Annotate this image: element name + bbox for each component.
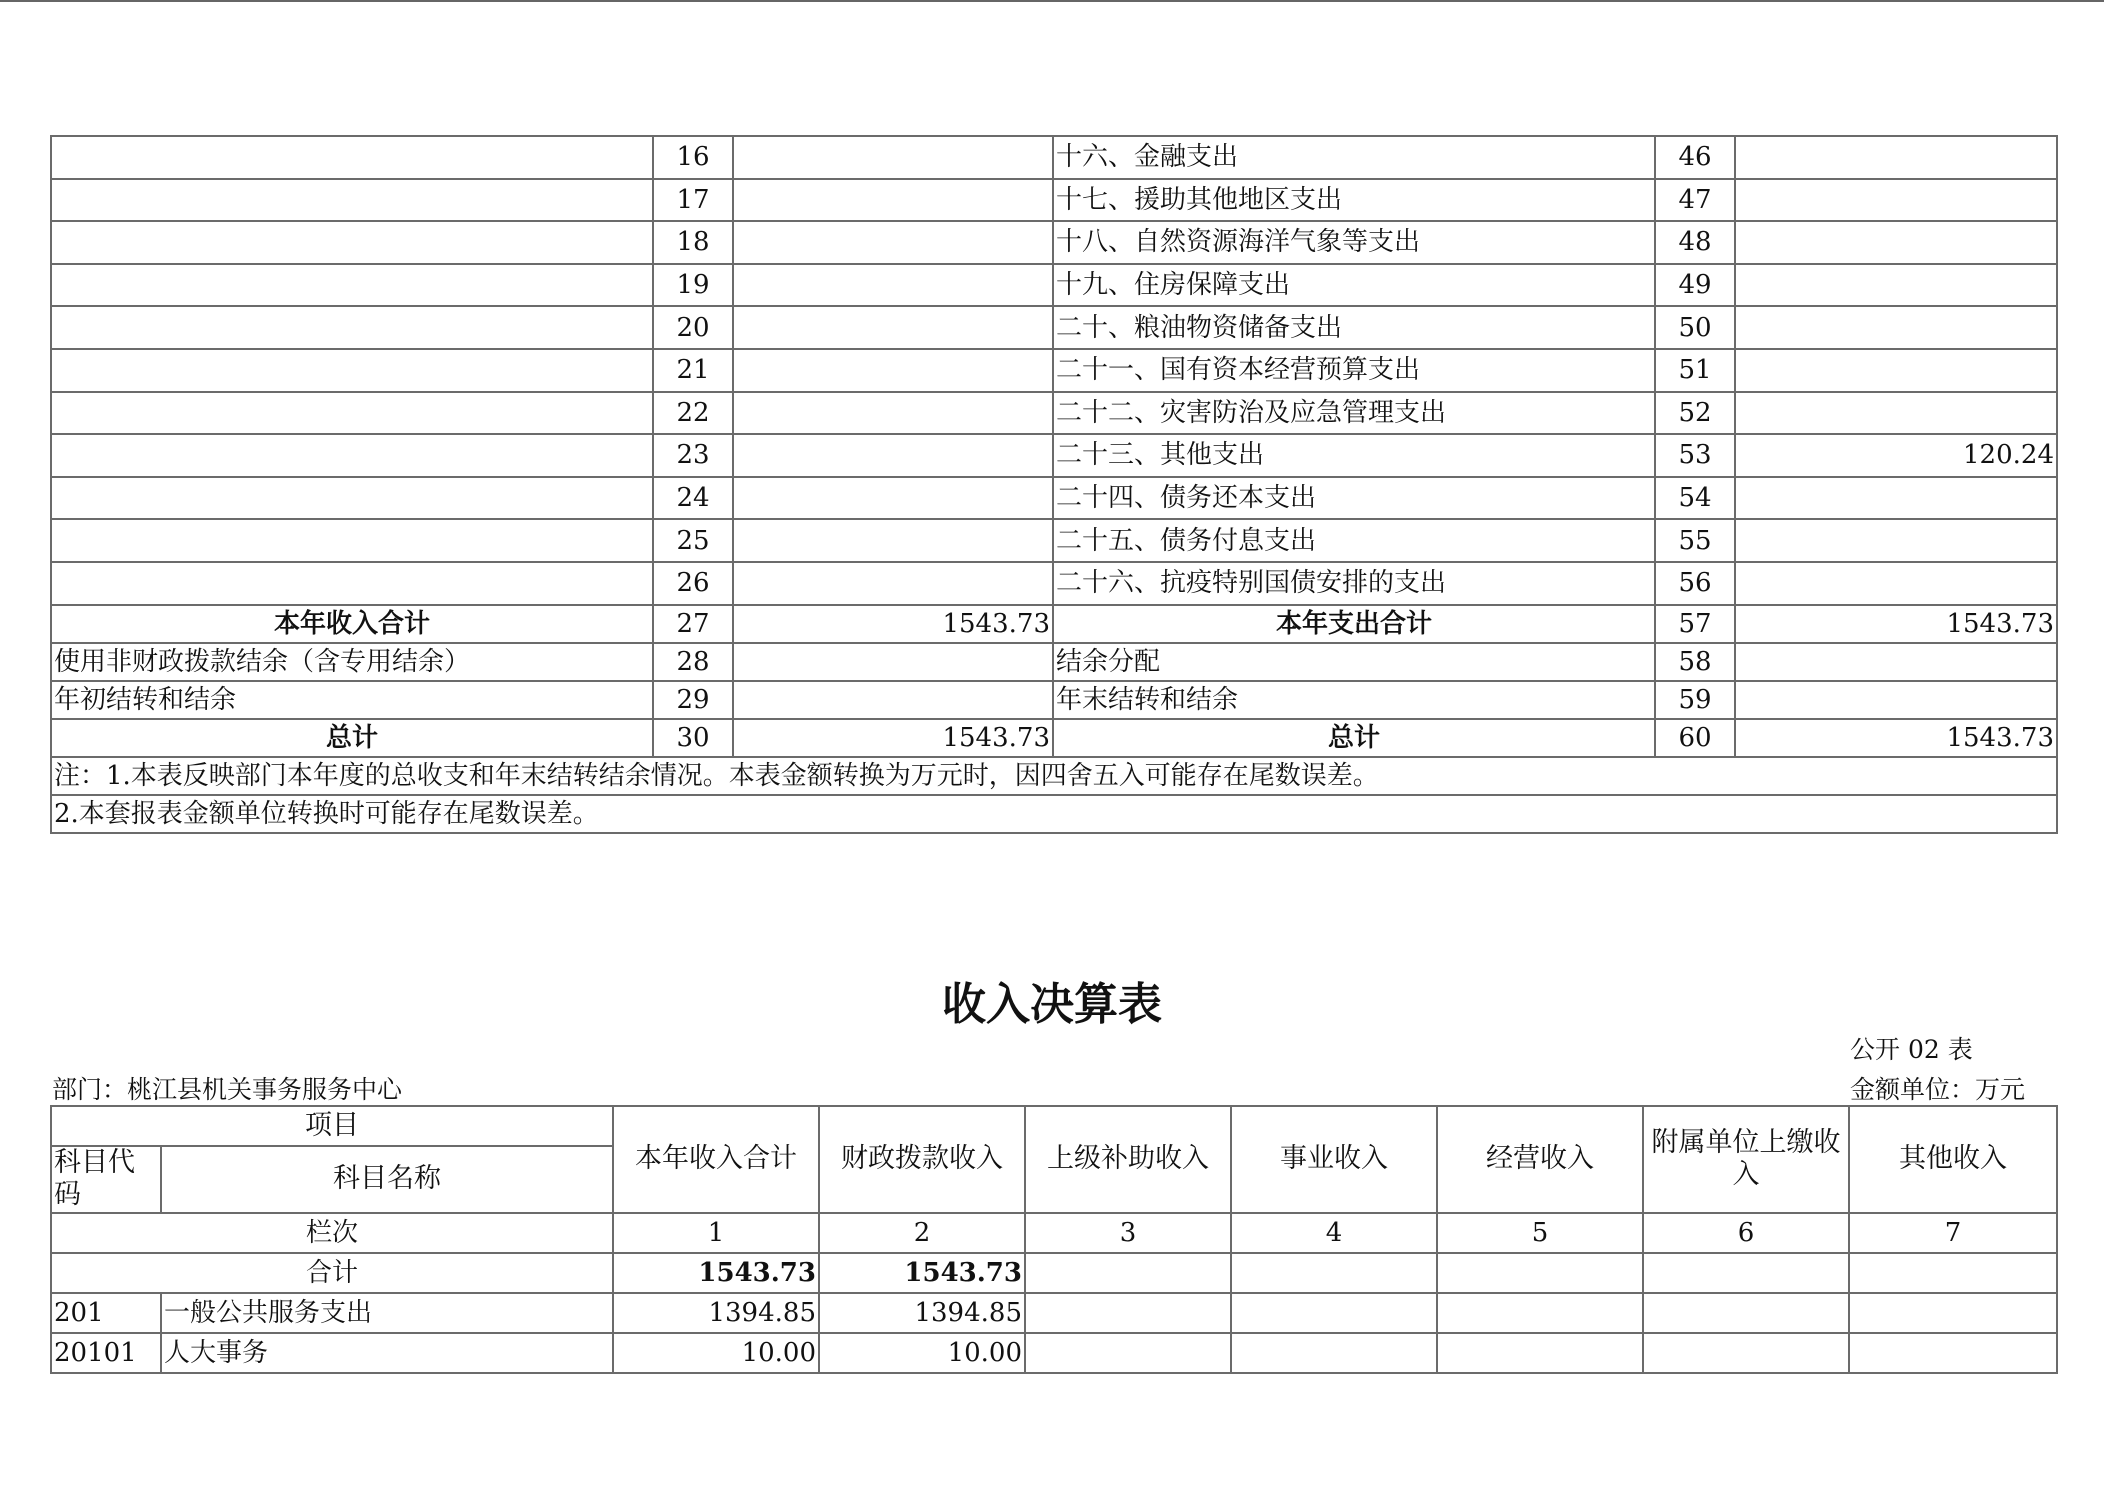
beginning-carryover-label: 年初结转和结余 [51,681,653,719]
expenditure-line-number: 47 [1655,179,1735,222]
income-value [733,477,1053,520]
nonfiscal-balance-label: 使用非财政拨款结余（含专用结余） [51,643,653,681]
grand-total-row [51,719,2057,757]
expenditure-total-label: 本年支出合计 [1053,605,1655,643]
expenditure-item-label: 十六、金融支出 [1053,136,1655,179]
expenditure-value [1735,643,2057,681]
expenditure-line-number: 58 [1655,643,1735,681]
income-line-number: 19 [653,264,733,307]
expenditure-line-number: 57 [1655,605,1735,643]
income-value [733,221,1053,264]
income-line-number: 29 [653,681,733,719]
column-number-row [51,1213,2057,1253]
income-total-row [51,605,2057,643]
income-item-label [51,477,653,520]
header-code: 科目代码 [51,1146,161,1213]
income-expenditure-summary-table [50,135,2058,834]
expenditure-item-label: 十九、住房保障支出 [1053,264,1655,307]
note-text: 2.本套报表金额单位转换时可能存在尾数误差。 [51,795,2057,833]
income-statement-table [50,1105,2058,1374]
expenditure-line-number: 56 [1655,562,1735,605]
amount-unit-label: 金额单位：万元 [1850,1075,2026,1104]
income-line-number: 23 [653,434,733,477]
empty-cell [1437,1253,1643,1293]
income-value [733,392,1053,435]
expenditure-line-number: 54 [1655,477,1735,520]
ending-carryover-label: 年末结转和结余 [1053,681,1655,719]
total-row [51,1253,2057,1293]
table-row [51,1293,2057,1333]
income-line-number: 24 [653,477,733,520]
subject-code: 201 [51,1293,161,1333]
expenditure-line-number: 49 [1655,264,1735,307]
expenditure-total-value: 1543.73 [1735,605,2057,643]
income-line-number: 28 [653,643,733,681]
column-number: 7 [1849,1213,2057,1253]
income-line-number: 26 [653,562,733,605]
table-row [51,519,2057,562]
expenditure-item-label: 十七、援助其他地区支出 [1053,179,1655,222]
table-row [51,221,2057,264]
expenditure-item-label: 二十六、抗疫特别国债安排的支出 [1053,562,1655,605]
column-number: 5 [1437,1213,1643,1253]
expenditure-line-number: 60 [1655,719,1735,757]
expenditure-value [1735,306,2057,349]
table-row [51,1333,2057,1373]
nonfiscal-balance-row [51,643,2057,681]
grand-total-label: 总计 [1053,719,1655,757]
income-line-number: 20 [653,306,733,349]
header-col-6: 附属单位上缴收入 [1643,1106,1849,1213]
table-row [51,392,2057,435]
empty-cell [1231,1293,1437,1333]
total-label: 合计 [51,1253,613,1293]
expenditure-line-number: 55 [1655,519,1735,562]
expenditure-line-number: 50 [1655,306,1735,349]
income-item-label [51,434,653,477]
expenditure-value [1735,477,2057,520]
expenditure-line-number: 53 [1655,434,1735,477]
empty-cell [1231,1333,1437,1373]
income-item-label [51,179,653,222]
expenditure-value [1735,519,2057,562]
table-row [51,179,2057,222]
expenditure-value: 120.24 [1735,434,2057,477]
header-item: 项目 [51,1106,613,1146]
income-item-label [51,392,653,435]
income-total-value: 1543.73 [733,605,1053,643]
income-line-number: 30 [653,719,733,757]
header-col-7: 其他收入 [1849,1106,2057,1213]
income-value [733,562,1053,605]
income-total-label: 本年收入合计 [51,605,653,643]
income-item-label [51,221,653,264]
expenditure-value [1735,264,2057,307]
table-row [51,477,2057,520]
income-item-label [51,264,653,307]
expenditure-item-label: 十八、自然资源海洋气象等支出 [1053,221,1655,264]
expenditure-item-label: 二十、粮油物资储备支出 [1053,306,1655,349]
expenditure-value [1735,562,2057,605]
table-row [51,434,2057,477]
grand-total-expenditure-value: 1543.73 [1735,719,2057,757]
empty-cell [1643,1293,1849,1333]
empty-cell [1849,1253,2057,1293]
column-number-label: 栏次 [51,1213,613,1253]
income-line-number: 18 [653,221,733,264]
page-top-border [0,0,2104,2]
expenditure-item-label: 二十五、债务付息支出 [1053,519,1655,562]
subject-code: 20101 [51,1333,161,1373]
expenditure-value [1735,392,2057,435]
header-name: 科目名称 [161,1146,613,1213]
column-number: 4 [1231,1213,1437,1253]
total-fiscal-value: 1543.73 [819,1253,1025,1293]
expenditure-line-number: 48 [1655,221,1735,264]
income-item-label [51,349,653,392]
header-row-1 [51,1106,2057,1146]
note-row [51,795,2057,833]
income-value [733,349,1053,392]
income-item-label [51,519,653,562]
expenditure-value [1735,136,2057,179]
expenditure-line-number: 59 [1655,681,1735,719]
income-line-number: 17 [653,179,733,222]
income-value [733,681,1053,719]
income-statement-title: 收入决算表 [942,979,1162,1030]
income-value [733,643,1053,681]
empty-cell [1849,1293,2057,1333]
subject-name: 一般公共服务支出 [161,1293,613,1333]
table-row [51,264,2057,307]
income-line-number: 21 [653,349,733,392]
expenditure-item-label: 二十三、其他支出 [1053,434,1655,477]
note-text: 注：1.本表反映部门本年度的总收支和年末结转结余情况。本表金额转换为万元时，因四舍五入可能存在尾数误差。 [51,757,2057,795]
header-col-4: 事业收入 [1231,1106,1437,1213]
expenditure-value [1735,221,2057,264]
grand-total-label: 总计 [51,719,653,757]
column-number: 1 [613,1213,819,1253]
expenditure-item-label: 二十二、灾害防治及应急管理支出 [1053,392,1655,435]
table-row [51,136,2057,179]
header-col-3: 上级补助收入 [1025,1106,1231,1213]
income-value [733,519,1053,562]
empty-cell [1025,1293,1231,1333]
department-label: 部门：桃江县机关事务服务中心 [52,1075,403,1104]
empty-cell [1025,1253,1231,1293]
header-col-5: 经营收入 [1437,1106,1643,1213]
carryover-row [51,681,2057,719]
total-income-value: 1543.73 [613,1253,819,1293]
header-col-1: 本年收入合计 [613,1106,819,1213]
grand-total-income-value: 1543.73 [733,719,1053,757]
income-line-number: 16 [653,136,733,179]
balance-distribution-label: 结余分配 [1053,643,1655,681]
expenditure-item-label: 二十一、国有资本经营预算支出 [1053,349,1655,392]
column-number: 2 [819,1213,1025,1253]
expenditure-item-label: 二十四、债务还本支出 [1053,477,1655,520]
expenditure-line-number: 51 [1655,349,1735,392]
subject-name: 人大事务 [161,1333,613,1373]
income-value [733,434,1053,477]
income-line-number: 25 [653,519,733,562]
income-total-value: 1394.85 [613,1293,819,1333]
fiscal-income-value: 10.00 [819,1333,1025,1373]
income-item-label [51,562,653,605]
income-item-label [51,136,653,179]
expenditure-value [1735,681,2057,719]
income-line-number: 27 [653,605,733,643]
expenditure-line-number: 52 [1655,392,1735,435]
empty-cell [1231,1253,1437,1293]
empty-cell [1849,1333,2057,1373]
income-value [733,306,1053,349]
empty-cell [1643,1253,1849,1293]
income-total-value: 10.00 [613,1333,819,1373]
income-line-number: 22 [653,392,733,435]
income-value [733,179,1053,222]
empty-cell [1437,1333,1643,1373]
column-number: 6 [1643,1213,1849,1253]
table-row [51,562,2057,605]
table-row [51,306,2057,349]
note-row [51,757,2057,795]
empty-cell [1643,1333,1849,1373]
income-value [733,136,1053,179]
income-value [733,264,1053,307]
form-number: 公开 02 表 [1850,1035,1973,1064]
table-row [51,349,2057,392]
income-item-label [51,306,653,349]
empty-cell [1025,1333,1231,1373]
expenditure-value [1735,349,2057,392]
expenditure-line-number: 46 [1655,136,1735,179]
empty-cell [1437,1293,1643,1333]
header-col-2: 财政拨款收入 [819,1106,1025,1213]
expenditure-value [1735,179,2057,222]
fiscal-income-value: 1394.85 [819,1293,1025,1333]
column-number: 3 [1025,1213,1231,1253]
